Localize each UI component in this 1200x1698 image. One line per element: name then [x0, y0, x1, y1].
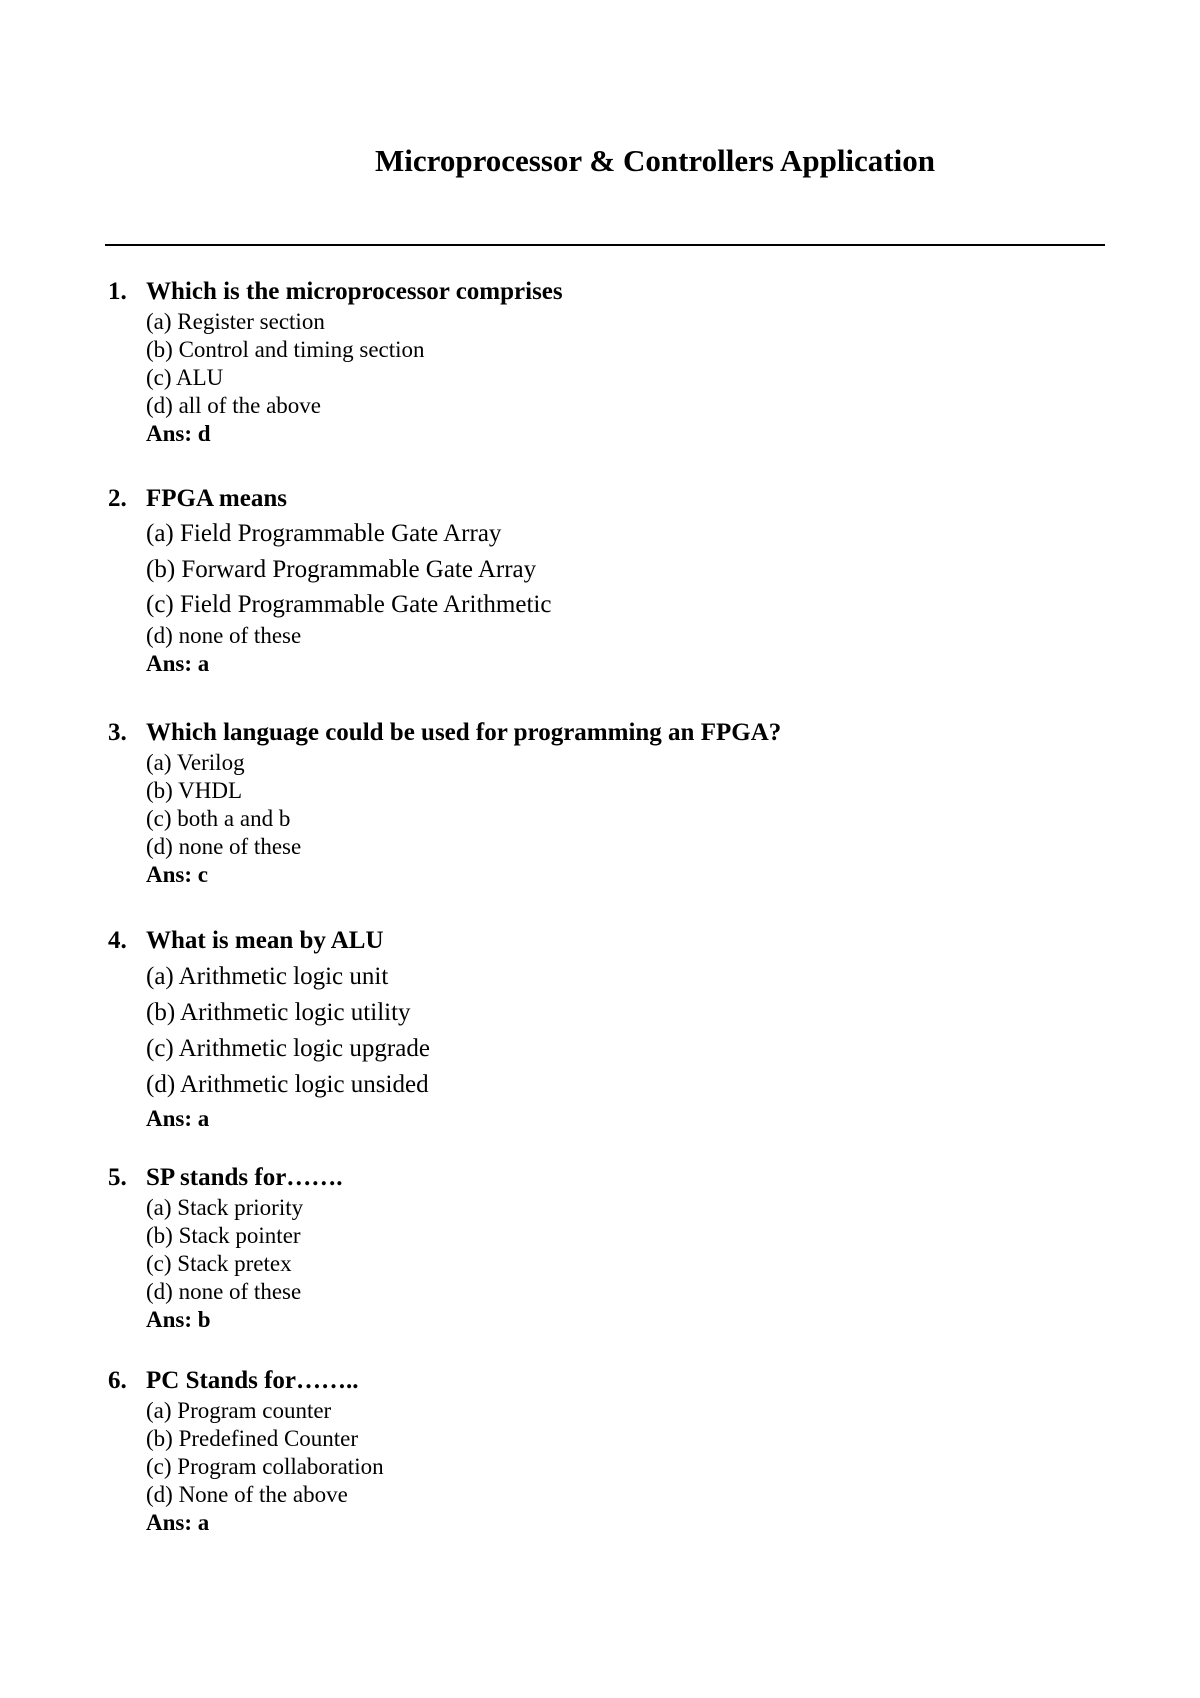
option-a: (a) Register section — [146, 309, 325, 334]
option-c: (c) Program collaboration — [146, 1454, 384, 1479]
option-d: (d) all of the above — [146, 393, 321, 418]
question-3 — [108, 717, 1108, 889]
answer: Ans: d — [146, 421, 211, 446]
option-a: (a) Arithmetic logic unit — [146, 963, 389, 990]
question-2 — [108, 483, 1108, 678]
question-header — [108, 925, 1108, 957]
question-text: Which is the microprocessor comprises — [146, 278, 563, 305]
question-5 — [108, 1162, 1108, 1334]
question-number: 4. — [108, 927, 127, 954]
option-c: (c) Field Programmable Gate Arithmetic — [146, 591, 552, 618]
document-title: Microprocessor & Controllers Application — [375, 143, 935, 178]
option-c: (c) Arithmetic logic upgrade — [146, 1035, 430, 1062]
option-b: (b) Control and timing section — [146, 337, 425, 362]
option-c: (c) ALU — [146, 365, 224, 390]
option-d: (d) None of the above — [146, 1482, 348, 1507]
answer: Ans: a — [146, 1106, 210, 1131]
option-d: (d) none of these — [146, 834, 302, 859]
option-a: (a) Verilog — [146, 750, 245, 775]
question-header — [108, 483, 1108, 515]
option-d: (d) none of these — [146, 623, 302, 648]
option-a: (a) Field Programmable Gate Array — [146, 520, 502, 547]
question-number: 3. — [108, 719, 127, 746]
answer: Ans: a — [146, 651, 210, 676]
question-header — [108, 717, 1108, 749]
option-b: (b) Predefined Counter — [146, 1426, 359, 1451]
question-text: What is mean by ALU — [146, 927, 384, 954]
question-number: 1. — [108, 278, 127, 305]
question-number: 6. — [108, 1367, 127, 1394]
option-c: (c) Stack pretex — [146, 1251, 292, 1276]
question-header — [108, 1365, 1108, 1397]
question-number: 5. — [108, 1164, 127, 1191]
question-header — [108, 276, 1108, 308]
answer: Ans: c — [146, 862, 208, 887]
question-text: SP stands for……. — [146, 1164, 343, 1191]
question-1 — [108, 276, 1108, 448]
question-4 — [108, 925, 1108, 1135]
question-6 — [108, 1365, 1108, 1537]
answer: Ans: a — [146, 1510, 210, 1535]
option-c: (c) both a and b — [146, 806, 291, 831]
question-text: PC Stands for…….. — [146, 1367, 359, 1394]
title-divider — [105, 244, 1105, 246]
question-text: FPGA means — [146, 485, 287, 512]
option-d: (d) none of these — [146, 1279, 302, 1304]
option-b: (b) Forward Programmable Gate Array — [146, 556, 537, 583]
option-a: (a) Program counter — [146, 1398, 332, 1423]
option-a: (a) Stack priority — [146, 1195, 304, 1220]
option-b: (b) Stack pointer — [146, 1223, 301, 1248]
question-text: Which language could be used for programming an FPGA? — [146, 719, 782, 746]
question-header — [108, 1162, 1108, 1194]
option-b: (b) VHDL — [146, 778, 243, 803]
option-b: (b) Arithmetic logic utility — [146, 999, 411, 1026]
question-number: 2. — [108, 485, 127, 512]
answer: Ans: b — [146, 1307, 211, 1332]
option-d: (d) Arithmetic logic unsided — [146, 1071, 429, 1098]
